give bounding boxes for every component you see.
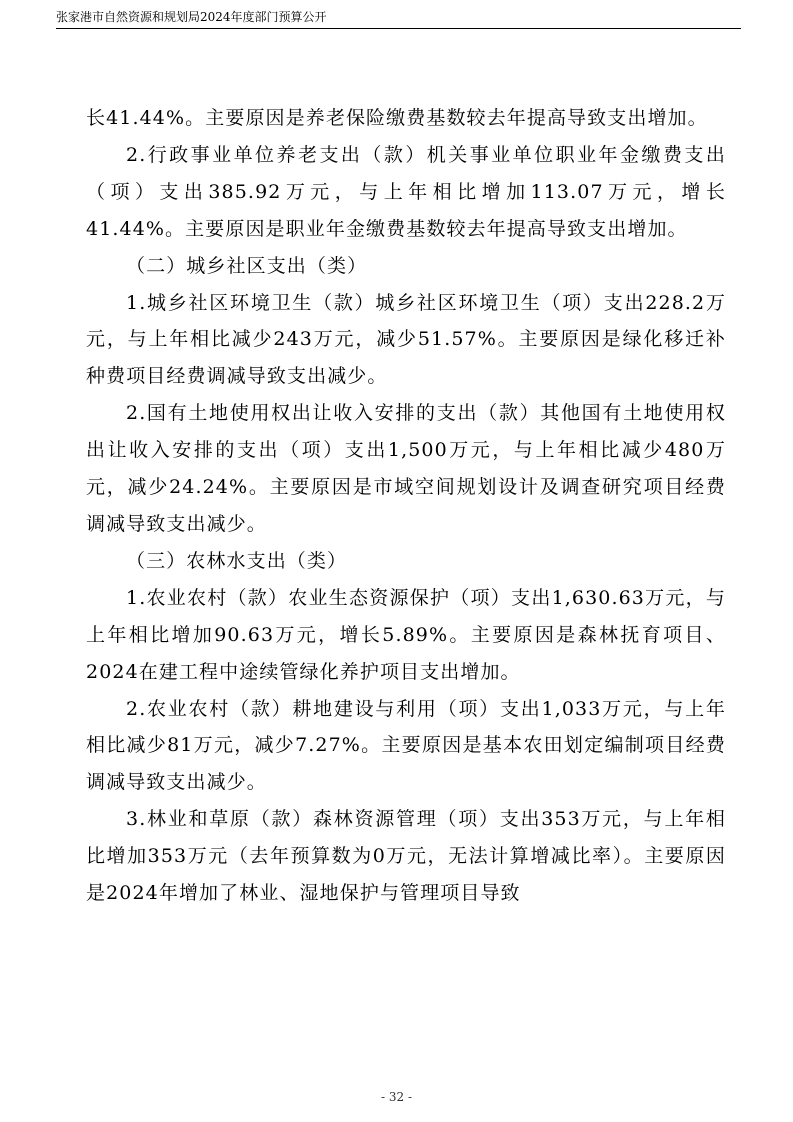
page-header-title: 张家港市自然资源和规划局2024年度部门预算公开 (56, 10, 327, 24)
section-heading-agriculture-forestry-water: （三）农林水支出（类） (126, 549, 348, 572)
section-heading-urban-rural: （二）城乡社区支出（类） (126, 254, 368, 277)
paragraph-farmland-construction: 2.农业农村（款）耕地建设与利用（项）支出1,033万元，与上年相比减少81万元，减少7.27%。主要原因是基本农田划定编制项目经费调减导致支出减少。 (86, 697, 726, 794)
page-number: - 32 - (380, 1090, 412, 1104)
paragraph-continuation: 长41.44%。主要原因是养老保险缴费基数较去年提高导致支出增加。 (86, 107, 708, 129)
page-header (56, 8, 741, 29)
document-body (86, 100, 726, 912)
paragraph-pension-occupational-annuity: 2.行政事业单位养老支出（款）机关事业单位职业年金缴费支出（项）支出385.92万元，与上年相比增加113.07万元，增长41.44%。主要原因是职业年金缴费基数较去年提高导致支出增加。 (86, 143, 726, 240)
paragraph-ecological-protection: 1.农业农村（款）农业生态资源保护（项）支出1,630.63万元，与上年相比增加90.63万元，增长5.89%。主要原因是森林抚育项目、2024在建工程中途续管绿化养护项目支出增加。 (86, 586, 726, 683)
paragraph-environmental-sanitation: 1.城乡社区环境卫生（款）城乡社区环境卫生（项）支出228.2万元，与上年相比减少243万元，减少51.57%。主要原因是绿化移迁补种费项目经费调减导致支出减少。 (86, 291, 726, 388)
paragraph-forest-resources: 3.林业和草原（款）森林资源管理（项）支出353万元，与上年相比增加353万元（去年预算数为0万元，无法计算增减比率）。主要原因是2024年增加了林业、湿地保护与管理项目导致 (86, 808, 726, 905)
paragraph-land-use-rights: 2.国有土地使用权出让收入安排的支出（款）其他国有土地使用权出让收入安排的支出（项）支出1,500万元，与上年相比减少480万元，减少24.24%。主要原因是市域空间规划设计及调查研究项目经费调减导致支出减少。 (86, 402, 726, 535)
